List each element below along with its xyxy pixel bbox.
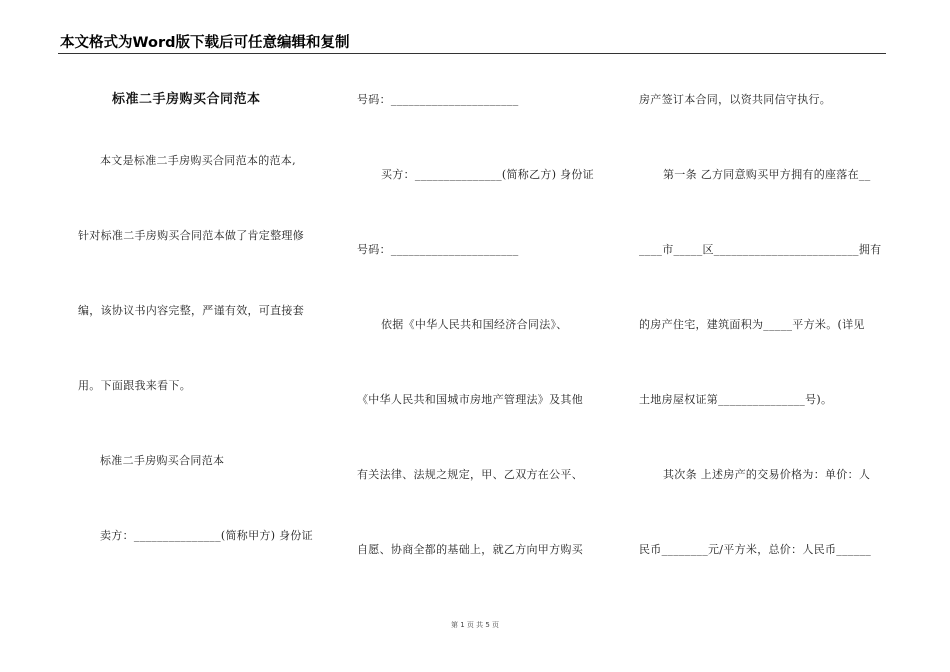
page-number: 第 1 页 共 5 页	[450, 621, 500, 629]
paragraph-line: ____市_____区_________________________拥有	[639, 243, 882, 256]
buyer-id-line: 号码：______________________	[357, 243, 519, 256]
document-header-banner: 本文格式为Word版下载后可任意编辑和复制	[60, 35, 350, 51]
paragraph-line: 房产签订本合同，以资共同信守执行。	[639, 93, 832, 106]
paragraph-line: 《中华人民共和国城市房地产管理法》及其他	[357, 393, 583, 406]
paragraph-line: 民币________元/平方米，总价：人民币______	[639, 543, 872, 556]
text-column-3	[639, 0, 889, 672]
paragraph-line: 依据《中华人民共和国经济合同法》、	[381, 318, 568, 331]
seller-line: 卖方：_______________(简称甲方) 身份证	[100, 529, 313, 542]
paragraph-line: 的房产住宅，建筑面积为_____平方米。(详见	[639, 318, 865, 331]
document-title: 标准二手房购买合同范本	[112, 92, 261, 107]
paragraph-line: 用。下面跟我来看下。	[78, 379, 191, 392]
seller-id-line: 号码：______________________	[357, 93, 519, 106]
text-column-2	[357, 0, 607, 672]
paragraph-line: 自愿、协商全都的基础上，就乙方向甲方购买	[357, 543, 583, 556]
text-column-1	[78, 0, 328, 672]
paragraph-line: 土地房屋权证第_______________号)。	[639, 393, 833, 406]
buyer-line: 买方：_______________(简称乙方) 身份证	[381, 168, 594, 181]
section-heading: 标准二手房购买合同范本	[100, 454, 225, 467]
paragraph-line: 有关法律、法规之规定，甲、乙双方在公平、	[357, 468, 583, 481]
paragraph-line: 本文是标准二手房购买合同范本的范本,	[100, 154, 296, 167]
article-2-line: 其次条 上述房产的交易价格为：单价：人	[663, 468, 871, 481]
paragraph-line: 针对标准二手房购买合同范本做了肯定整理修	[78, 229, 304, 242]
article-1-line: 第一条 乙方同意购买甲方拥有的座落在__	[663, 168, 871, 181]
paragraph-line: 编，该协议书内容完整，严谨有效，可直接套	[78, 304, 304, 317]
